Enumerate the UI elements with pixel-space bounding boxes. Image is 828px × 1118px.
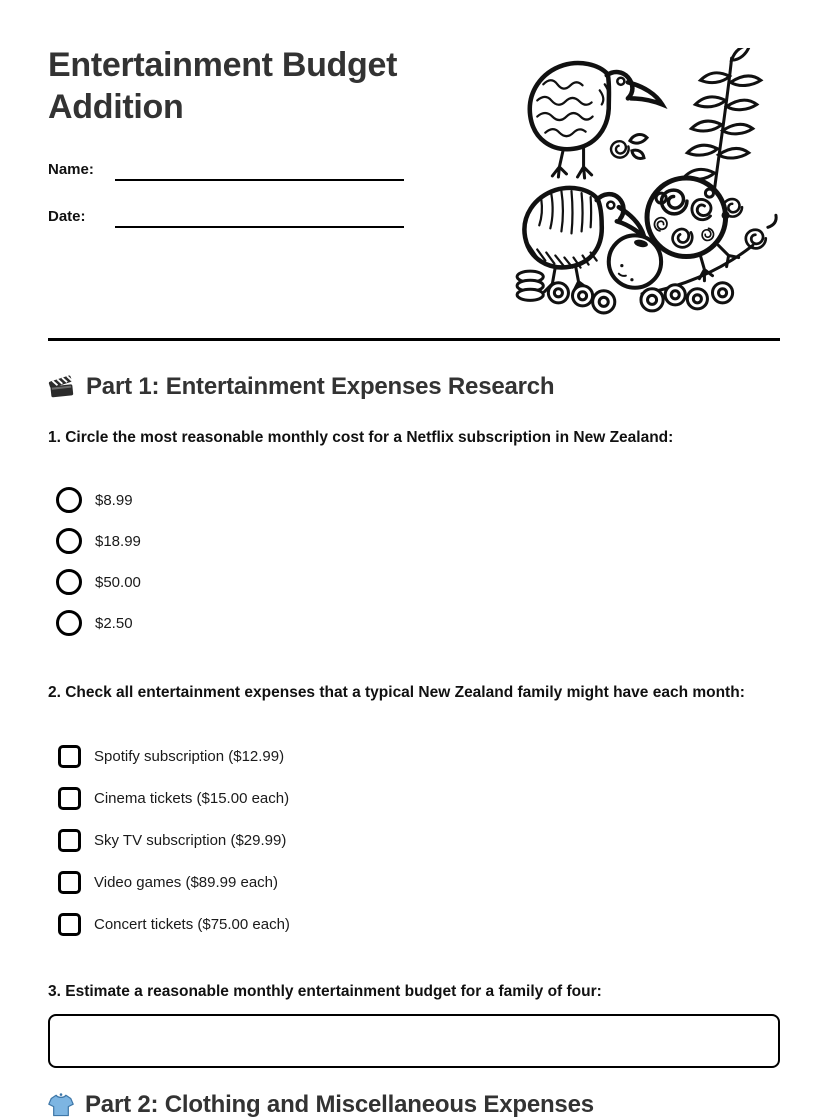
radio-label: $8.99 xyxy=(95,491,133,509)
radio-circle[interactable] xyxy=(56,487,82,513)
q3-answer-box[interactable] xyxy=(48,1014,780,1068)
date-input-line[interactable] xyxy=(115,206,404,228)
part2-heading-text: Part 2: Clothing and Miscellaneous Expenses xyxy=(85,1091,594,1118)
checkbox-option[interactable] xyxy=(48,829,780,852)
checkbox-option[interactable] xyxy=(48,871,780,894)
radio-circle[interactable] xyxy=(56,528,82,554)
page-title: Entertainment Budget Addition xyxy=(48,46,398,127)
section-divider xyxy=(48,338,780,341)
checkbox-label: Sky TV subscription ($29.99) xyxy=(94,832,287,850)
radio-label: $2.50 xyxy=(95,614,133,632)
radio-option[interactable] xyxy=(48,487,780,513)
radio-option[interactable] xyxy=(48,528,780,554)
part2-heading xyxy=(48,1091,780,1118)
question-1: 1. Circle the most reasonable monthly cost for a Netflix subscription in New Zealand: xyxy=(48,429,674,447)
clapperboard-icon xyxy=(48,374,75,401)
radio-option[interactable] xyxy=(48,610,780,636)
radio-circle[interactable] xyxy=(56,569,82,595)
checkbox-option[interactable] xyxy=(48,913,780,936)
checkbox-square[interactable] xyxy=(58,745,81,768)
name-label: Name: xyxy=(48,161,94,179)
q2-checkbox-group xyxy=(48,745,780,936)
checkbox-label: Cinema tickets ($15.00 each) xyxy=(94,790,290,808)
question-3: 3. Estimate a reasonable monthly entertainment budget for a family of four: xyxy=(48,983,602,1001)
checkbox-square[interactable] xyxy=(58,871,81,894)
checkbox-option[interactable] xyxy=(48,787,780,810)
checkbox-label: Concert tickets ($75.00 each) xyxy=(94,916,290,934)
q1-radio-group xyxy=(48,487,780,636)
checkbox-option[interactable] xyxy=(48,745,780,768)
checkbox-label: Spotify subscription ($12.99) xyxy=(94,748,285,766)
part1-heading-text: Part 1: Entertainment Expenses Research xyxy=(86,373,555,401)
radio-label: $18.99 xyxy=(95,532,141,550)
question-2: 2. Check all entertainment expenses that a typical New Zealand family might have each month: xyxy=(48,684,745,702)
date-label: Date: xyxy=(48,208,86,226)
radio-option[interactable] xyxy=(48,569,780,595)
checkbox-square[interactable] xyxy=(58,829,81,852)
radio-circle[interactable] xyxy=(56,610,82,636)
part1-heading xyxy=(48,373,780,401)
name-input-line[interactable] xyxy=(115,159,404,181)
radio-label: $50.00 xyxy=(95,573,141,591)
checkbox-label: Video games ($89.99 each) xyxy=(94,874,279,892)
checkbox-square[interactable] xyxy=(58,787,81,810)
tshirt-icon xyxy=(48,1092,74,1118)
checkbox-square[interactable] xyxy=(58,913,81,936)
kiwi-birds-illustration xyxy=(503,48,785,315)
